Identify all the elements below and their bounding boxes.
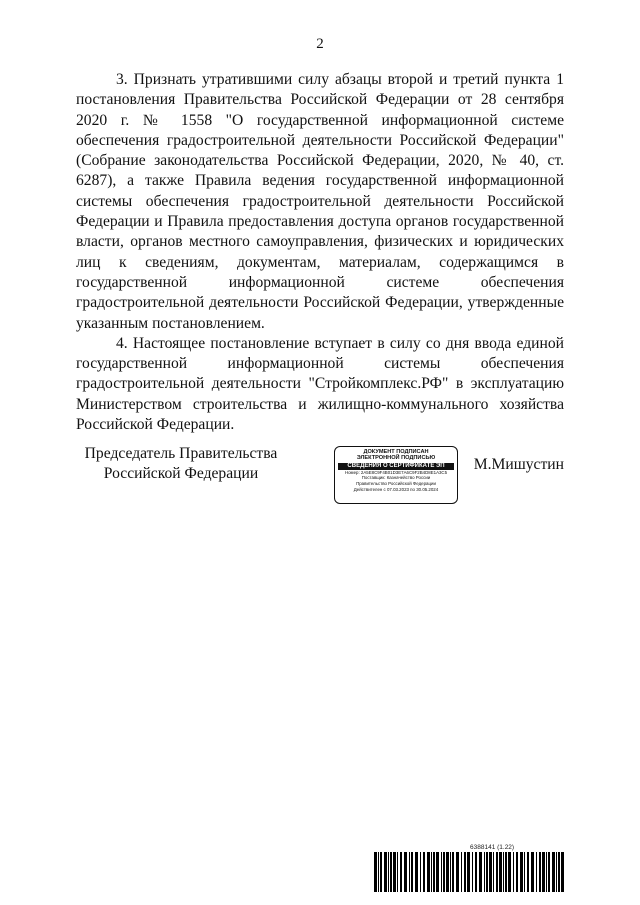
stamp-heading-line-1: ДОКУМЕНТ ПОДПИСАН <box>363 449 429 455</box>
stamp-heading <box>335 449 457 462</box>
stamp-heading-line-2: ЭЛЕКТРОННОЙ ПОДПИСЬЮ <box>356 455 436 462</box>
signatory-title <box>76 444 286 484</box>
page-number: 2 <box>316 36 324 52</box>
electronic-signature-stamp <box>334 446 458 504</box>
signatory-name: М.Мишустин <box>473 456 564 473</box>
document-body <box>76 70 564 435</box>
paragraph-item-4: 4. Настоящее постановление вступает в силу со дня ввода единой государственной информационной системы обеспечения градостроительной деятельности "Стройкомплекс.РФ" в эксплуатацию Министерством строительства и жилищно-коммунального хозяйства Российской Федерации. <box>76 334 564 434</box>
signatory-title-line-2: Российской Федерации <box>103 465 259 482</box>
stamp-serial: Номер: 2A5E8C9F4B01D3E7A6C9F2B4D8E1A3C5 <box>344 469 448 475</box>
barcode-id: 6388141 (1.22) <box>470 844 515 851</box>
signatory-title-line-1: Председатель Правительства <box>84 445 278 462</box>
barcode-icon <box>374 852 564 892</box>
stamp-certificate-band: СВЕДЕНИЯ О СЕРТИФИКАТЕ ЭП <box>338 463 454 470</box>
stamp-validity: Действителен с 07.03.2023 по 30.05.2024 <box>353 486 439 492</box>
paragraph-item-3: 3. Признать утратившими силу абзацы второй и третий пункта 1 постановления Правительства Российской Федерации от 28 сентября 2020 г. № 1558 "О государственной информационной системе обеспечения градостроительной деятельности Российской Федерации" (Собрание законодательства Российской Федерации, 2020, № 40, ст. 6287), а также Правила ведения государственной информационной системы обеспечения градостроительной деятельности Российской Федерации и Правила предоставления доступа органов государственной власти, органов местного самоуправления, физических и юридических лиц к сведениям, документам, материалам, содержащимся в государственной информационной системе обеспечения градостроительной деятельности Российской Федерации, утвержденные указанным постановлением. <box>76 71 564 332</box>
stamp-issuer: Поставщик: Казначейство России <box>361 475 431 481</box>
stamp-owner: Правительство Российской Федерации <box>356 481 436 486</box>
